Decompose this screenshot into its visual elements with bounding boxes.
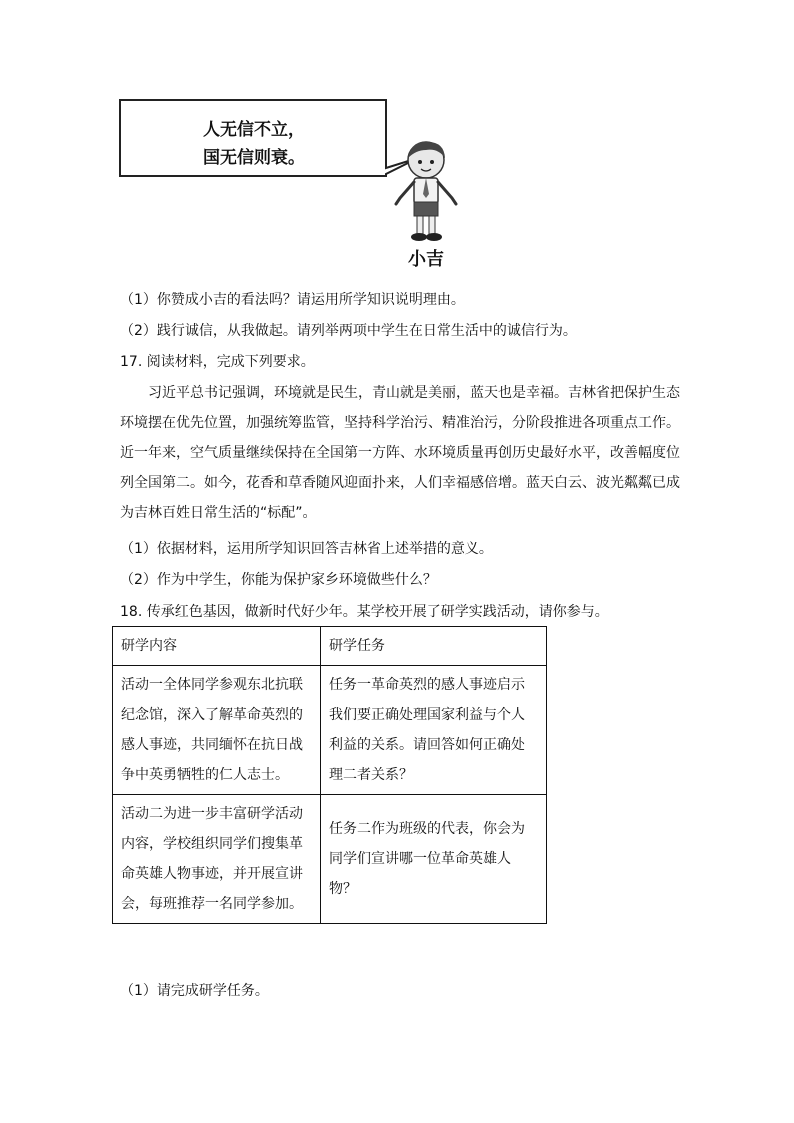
table-header-row (113, 627, 547, 666)
table-cell-task-2: 任务二作为班级的代表，你会为同学们宣讲哪一位革命英雄人物？ (321, 795, 547, 924)
table-cell-activity-1: 活动一全体同学参观东北抗联纪念馆，深入了解革命英烈的感人事迹，共同缅怀在抗日战争中英勇牺牲的仁人志士。 (113, 666, 321, 795)
speaker-name: 小吉 (408, 249, 444, 270)
q17-sub2: （2）作为中学生，你能为保护家乡环境做些什么？ (120, 572, 437, 588)
table-row (113, 795, 547, 924)
q18-stem: 18. 传承红色基因，做新时代好少年。某学校开展了研学实践活动，请你参与。 (120, 604, 609, 620)
boy-illustration (388, 138, 468, 248)
q17-sub1: （1）依据材料，运用所学知识回答吉林省上述举措的意义。 (120, 541, 493, 557)
table-cell-task-1: 任务一革命英烈的感人事迹启示我们要正确处理国家利益与个人利益的关系。请回答如何正确处理二者关系？ (321, 666, 547, 795)
q16-sub1: （1）你赞成小吉的看法吗？请运用所学知识说明理由。 (120, 292, 465, 308)
q17-material: 习近平总书记强调，环境就是民生，青山就是美丽，蓝天也是幸福。吉林省把保护生态环境摆在优先位置，加强统筹监管，坚持科学治污、精准治污，分阶段推进各项重点工作。近一年来，空气质量继续保持在全国第一方阵、水环境质量再创历史最好水平，改善幅度位列全国第二。如今，花香和草香随风迎面扑来，人们幸福感倍增。蓝天白云、波光粼粼已成为吉林百姓日常生活的“标配”。 (120, 385, 680, 521)
study-table (112, 626, 547, 924)
q16-sub2: （2）践行诚信，从我做起。请列举两项中学生在日常生活中的诚信行为。 (120, 323, 577, 339)
q18-sub1: （1）请完成研学任务。 (120, 983, 269, 999)
table-header-task: 研学任务 (321, 627, 547, 666)
table-header-content: 研学内容 (113, 627, 321, 666)
table-row (113, 666, 547, 795)
speech-line-1: 人无信不立， (203, 120, 305, 140)
q17-stem: 17. 阅读材料，完成下列要求。 (120, 354, 315, 370)
speech-bubble-text (120, 116, 388, 172)
table-cell-activity-2: 活动二为进一步丰富研学活动内容，学校组织同学们搜集革命英雄人物事迹，并开展宣讲会，每班推荐一名同学参加。 (113, 795, 321, 924)
speech-line-2: 国无信则衰。 (203, 148, 305, 168)
